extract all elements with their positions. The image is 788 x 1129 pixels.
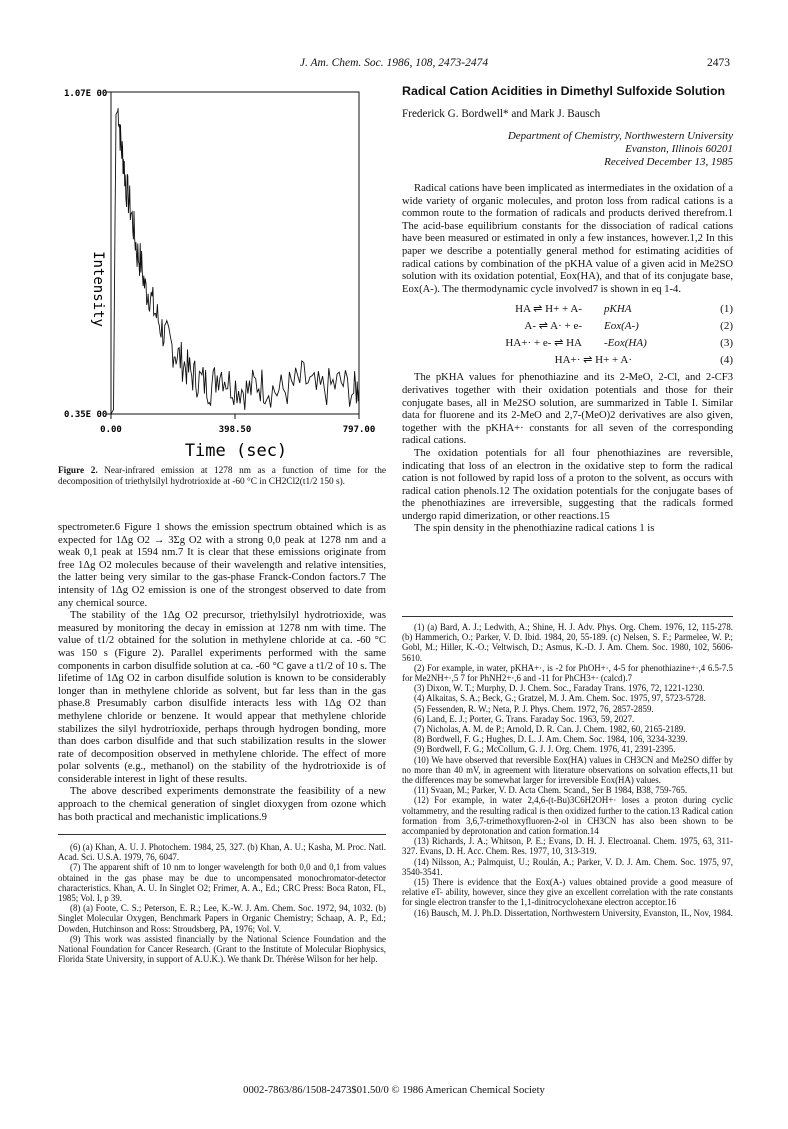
left-paragraph: spectrometer.6 Figure 1 shows the emission spectrum obtained which is as expected for 1Δg O2 → 3Σg O2 with a strong 0,0 peak at 1278 nm and a weak 0,1 peak at 1594 nm.7 It is clear that these emissions originate from free 1Δg O2 molecules because of their wavelength and relative intensities, the latter being very similar to the gas-phase Franck-Condon factors.7 The intensity of 1Δg O2 emission is one of the strongest observed to date from any chemical source. (58, 522, 386, 609)
running-header: J. Am. Chem. Soc. 1986, 108, 2473-2474 (299, 57, 489, 69)
footnote: (10) We have observed that reversible Eox(HA) values in CH3CN and Me2SO differ by no more than 40 mV, in agreement with literature observations on solvation effects,11 but the differences may be somewhat larger for irreversible Eox(HA) values. (402, 754, 733, 786)
x-tick-1: 398.50 (218, 425, 252, 435)
caption-label: Figure 2. (58, 466, 98, 476)
right-footnotes (402, 622, 733, 918)
article-authors: Frederick G. Bordwell* and Mark J. Bausch (402, 108, 601, 120)
caption-text: Near-infrared emission at 1278 nm as a function of time for the decomposition of triethylsilyl hydrotrioxide at -60 °C in CH2Cl2(t1/2 150 s). (58, 466, 386, 487)
equation-term: -Eox(HA) (604, 336, 647, 349)
equation-number: (4) (720, 353, 733, 366)
equation-number: (1) (720, 302, 733, 315)
y-tick-bottom: 0.35E 00 (64, 410, 108, 420)
footnote-rule (402, 616, 733, 617)
left-footnotes (58, 842, 386, 964)
footnote: (9) Bordwell, F. G.; McCollum, G. J. J. Org. Chem. 1976, 41, 2391-2395. (414, 744, 676, 755)
y-axis-label: Intensity (90, 251, 106, 327)
equation-term: pKHA (604, 302, 632, 315)
equation-term: Eox(A-) (604, 319, 639, 332)
footnote: (7) Nicholas, A. M. de P.; Arnold, D. R. Can. J. Chem. 1982, 60, 2165-2189. (414, 724, 686, 735)
emission-trace (111, 108, 359, 414)
left-paragraph: The above described experiments demonstrate the feasibility of a new approach to the chemical generation of singlet dioxygen from ozone which has both practical and mechanistic implications.9 (58, 786, 386, 823)
x-tick-2: 797.00 (342, 425, 376, 435)
footnote: (13) Richards, J. A.; Whitson, P. E.; Evans, D. H. J. Electroanal. Chem. 1975, 63, 311-327. Evans, D. H. Acc. Chem. Res. 1977, 10, 313-319. (402, 836, 733, 857)
paragraph: The oxidation potentials for all four phenothiazines are reversible, indicating that loss of an electron in the oxidative step to form the radical cation is not followed by rapid loss of a proton to the solvent, as occurs with radical cation phenols.12 The oxidation potentials for the conjugate bases of the phenothiazines are irreversible, suggesting that the radicals formed undergo rapid dimerization, or other reactions.15 (402, 447, 733, 522)
plot-frame (111, 92, 359, 414)
emission-decay-chart (58, 84, 386, 484)
footnote: (6) Land, E. J.; Porter, G. Trans. Faraday Soc. 1963, 59, 2027. (414, 713, 635, 724)
equation-row (402, 351, 733, 368)
affiliation-2: Evanston, Illinois 60201 (625, 143, 733, 155)
left-body (58, 522, 386, 824)
received-date: Received December 13, 1985 (604, 156, 733, 168)
left-paragraph: The stability of the 1Δg O2 precursor, triethylsilyl hydrotrioxide, was measured by monitoring the decay in emission at 1278 nm with time. The value of t1/2 obtained for the solution in methylene chloride at ca. -60 °C was 150 s (Figure 2). Parallel experiments performed with the same components in carbon disulfide solution at ca. -60 °C gave a t1/2 of 10 s. The lifetime of 1Δg O2 in carbon disulfide solution is known to be considerably longer than in methylene chloride as solvent, but far less than in the gas phase.8 Presumably carbon disulfide interacts less with 1Δg O2 than methylene chloride or benzene. It would appear that methylene chloride stabilizes the silyl hydrotrioxide, perhaps through hydrogen bonding, more than does carbon disulfide and that such stabilization results in the slower rate of decomposition observed in methylene chloride. The effect of more polar solvents (e.g., methanol) on the stability of the hydrotrioxide is of considerable interest in light of these results. (58, 610, 386, 785)
equation-lhs: HA+· ⇌ H+ + A· (554, 354, 632, 367)
article (402, 84, 733, 536)
equations (402, 300, 733, 368)
footnote: (8) (a) Foote, C. S.; Peterson, E. R.; Lee, K.-W. J. Am. Chem. Soc. 1972, 94, 1032. (b) Singlet Molecular Oxygen, Benchmark Papers in Organic Chemistry; Schaap, A. P., Ed.; Dowden, Hutchinson and Ross: Stroudsberg, PA, 1976; Vol. V. (58, 903, 386, 934)
paragraph: The spin density in the phenothiazine radical cations 1 is (414, 523, 655, 535)
equation-lhs: HA+· + e- ⇌ HA (505, 337, 582, 350)
footnote: (11) Svaan, M.; Parker, V. D. Acta Chem. Scand., Ser B 1984, B38, 759-765. (414, 785, 688, 796)
equation-number: (2) (720, 319, 733, 332)
article-title: Radical Cation Acidities in Dimethyl Sulfoxide Solution (402, 84, 726, 98)
x-tick-0: 0.00 (100, 425, 122, 435)
page-footer: 0002-7863/86/1508-2473$01.50/0 © 1986 American Chemical Society (243, 1085, 545, 1096)
figure-2 (58, 84, 386, 484)
equation-row (402, 334, 733, 351)
figure-caption (58, 466, 386, 488)
equation-lhs: HA ⇌ H+ + A- (515, 303, 582, 316)
footnote: (6) (a) Khan, A. U. J. Photochem. 1984, 25, 327. (b) Khan, A. U.; Kasha, M. Proc. Natl. Acad. Sci. U.S.A. 1979, 76, 6047. (58, 842, 386, 863)
equation-row (402, 300, 733, 317)
y-tick-top: 1.07E 00 (64, 89, 108, 99)
equation-lhs: A- ⇌ A· + e- (524, 320, 582, 333)
paragraph: The pKHA values for phenothiazine and its 2-MeO, 2-Cl, and 2-CF3 derivatives together with their oxidation potentials and those for their conjugate bases, all in Me2SO solution, are summarized in Table I. Similar data for fluorene and its 2-MeO and 2,7-(MeO)2 derivatives are also given, together with the pKHA+· constants for all seven of the corresponding radical cations. (402, 372, 733, 447)
footnote: (9) This work was assisted financially by the National Science Foundation and the National Foundation for Cancer Research. (Grant to the Institute of Molecular Biophysics, Florida State University, in support of A.U.K.). We thank Dr. Thérèse Wilson for her help. (58, 933, 386, 965)
footnote: (8) Bordwell, F. G.; Hughes, D. L. J. Am. Chem. Soc. 1984, 106, 3234-3239. (414, 734, 688, 745)
x-axis-label: Time (sec) (184, 441, 288, 461)
equation-number: (3) (720, 336, 733, 349)
footnote: (16) Bausch, M. J. Ph.D. Dissertation, Northwestern University, Evanston, IL, Nov, 1984. (414, 907, 733, 918)
footnote: (14) Nilsson, A.; Palmquist, U.; Roulán, A.; Parker, V. D. J. Am. Chem. Soc. 1975, 97, 3540-3541. (402, 856, 733, 877)
footnote-rule (58, 834, 386, 835)
footnote: (15) There is evidence that the Eox(A-) values obtained provide a good measure of relative eT- ability, however, since they give an excellent correlation with the rate constants for single electron transfer to the 1,1-dinitrocyclohexane electron acceptor.16 (402, 877, 733, 908)
footnote: (12) For example, in water 2,4,6-(t-Bu)3C6H2OH+· loses a proton during cyclic voltammetry, and the resulting radical is then oxidized further to the cation.13 Radical cation formation from 3,6,7-trimethoxyfluoren-2-ol in CH3CN has also been shown to be accompanied by deprotonation and cation formation.14 (402, 795, 733, 837)
intro-paragraph: Radical cations have been implicated as intermediates in the oxidation of a wide variety of organic molecules, and proton loss from radical cations is a common route to the formation of radicals and products derived therefrom.1 The acid-base equilibrium constants for the dissociation of radical cations have been measured or estimated in only a few instances, however.1,2 In this paper we describe a potentially general method for estimating acidities of radical cations by combination of the pKHA value of a given acid in Me2SO solution with its oxidation potential, Eox(HA), and that of its conjugate base, Eox(A-). The thermodynamic cycle involved7 is shown in eq 1-4. (402, 183, 733, 295)
footnote: (5) Fessenden, R. W.; Neta, P. J. Phys. Chem. 1972, 76, 2857-2859. (414, 703, 654, 714)
footnote: (4) Alkaitas, S. A.; Beck, G.; Gratzel, M. J. Am. Chem. Soc. 1975, 97, 5723-5728. (414, 693, 706, 704)
page-number: 2473 (707, 57, 730, 69)
footnote: (1) (a) Bard, A. J.; Ledwith, A.; Shine, H. J. Adv. Phys. Org. Chem. 1976, 12, 115-278. (b) Hammerich, O.; Parker, V. D. Ibid. 1984, 20, 55-189. (c) Nelsen, S. F.; Parmelee, W. P.; Gobl, M.; Hiller, K.-O.; Veltwisch, D.; Asmus, K.-D. J. Am. Chem. Soc. 1980, 102, 5606-5610. (402, 622, 733, 663)
footnote: (2) For example, in water, pKHA+·, is -2 for PhOH+·, 4-5 for phenothiazine+·,4 6.5-7.5 for Me2NH+·,5 7 for PhNH2+·,6 and -11 for PhCH3+· (calcd).7 (402, 662, 733, 684)
footnote: (3) Dixon, W. T.; Murphy, D. J. Chem. Soc., Faraday Trans. 1976, 72, 1221-1230. (414, 683, 705, 694)
footnote: (7) The apparent shift of 10 nm to longer wavelength for both 0,0 and 0,1 from values obtained in the gas phase may be due to uncompensated monochromator-detector characteristics. Khan, A. U. In Singlet O2; Frimer, A. A., Ed.; CRC Press: Boca Raton, FL, 1985; Vol. I, p 39. (58, 862, 386, 904)
affiliation-1: Department of Chemistry, Northwestern University (507, 130, 733, 142)
equation-row (402, 317, 733, 334)
